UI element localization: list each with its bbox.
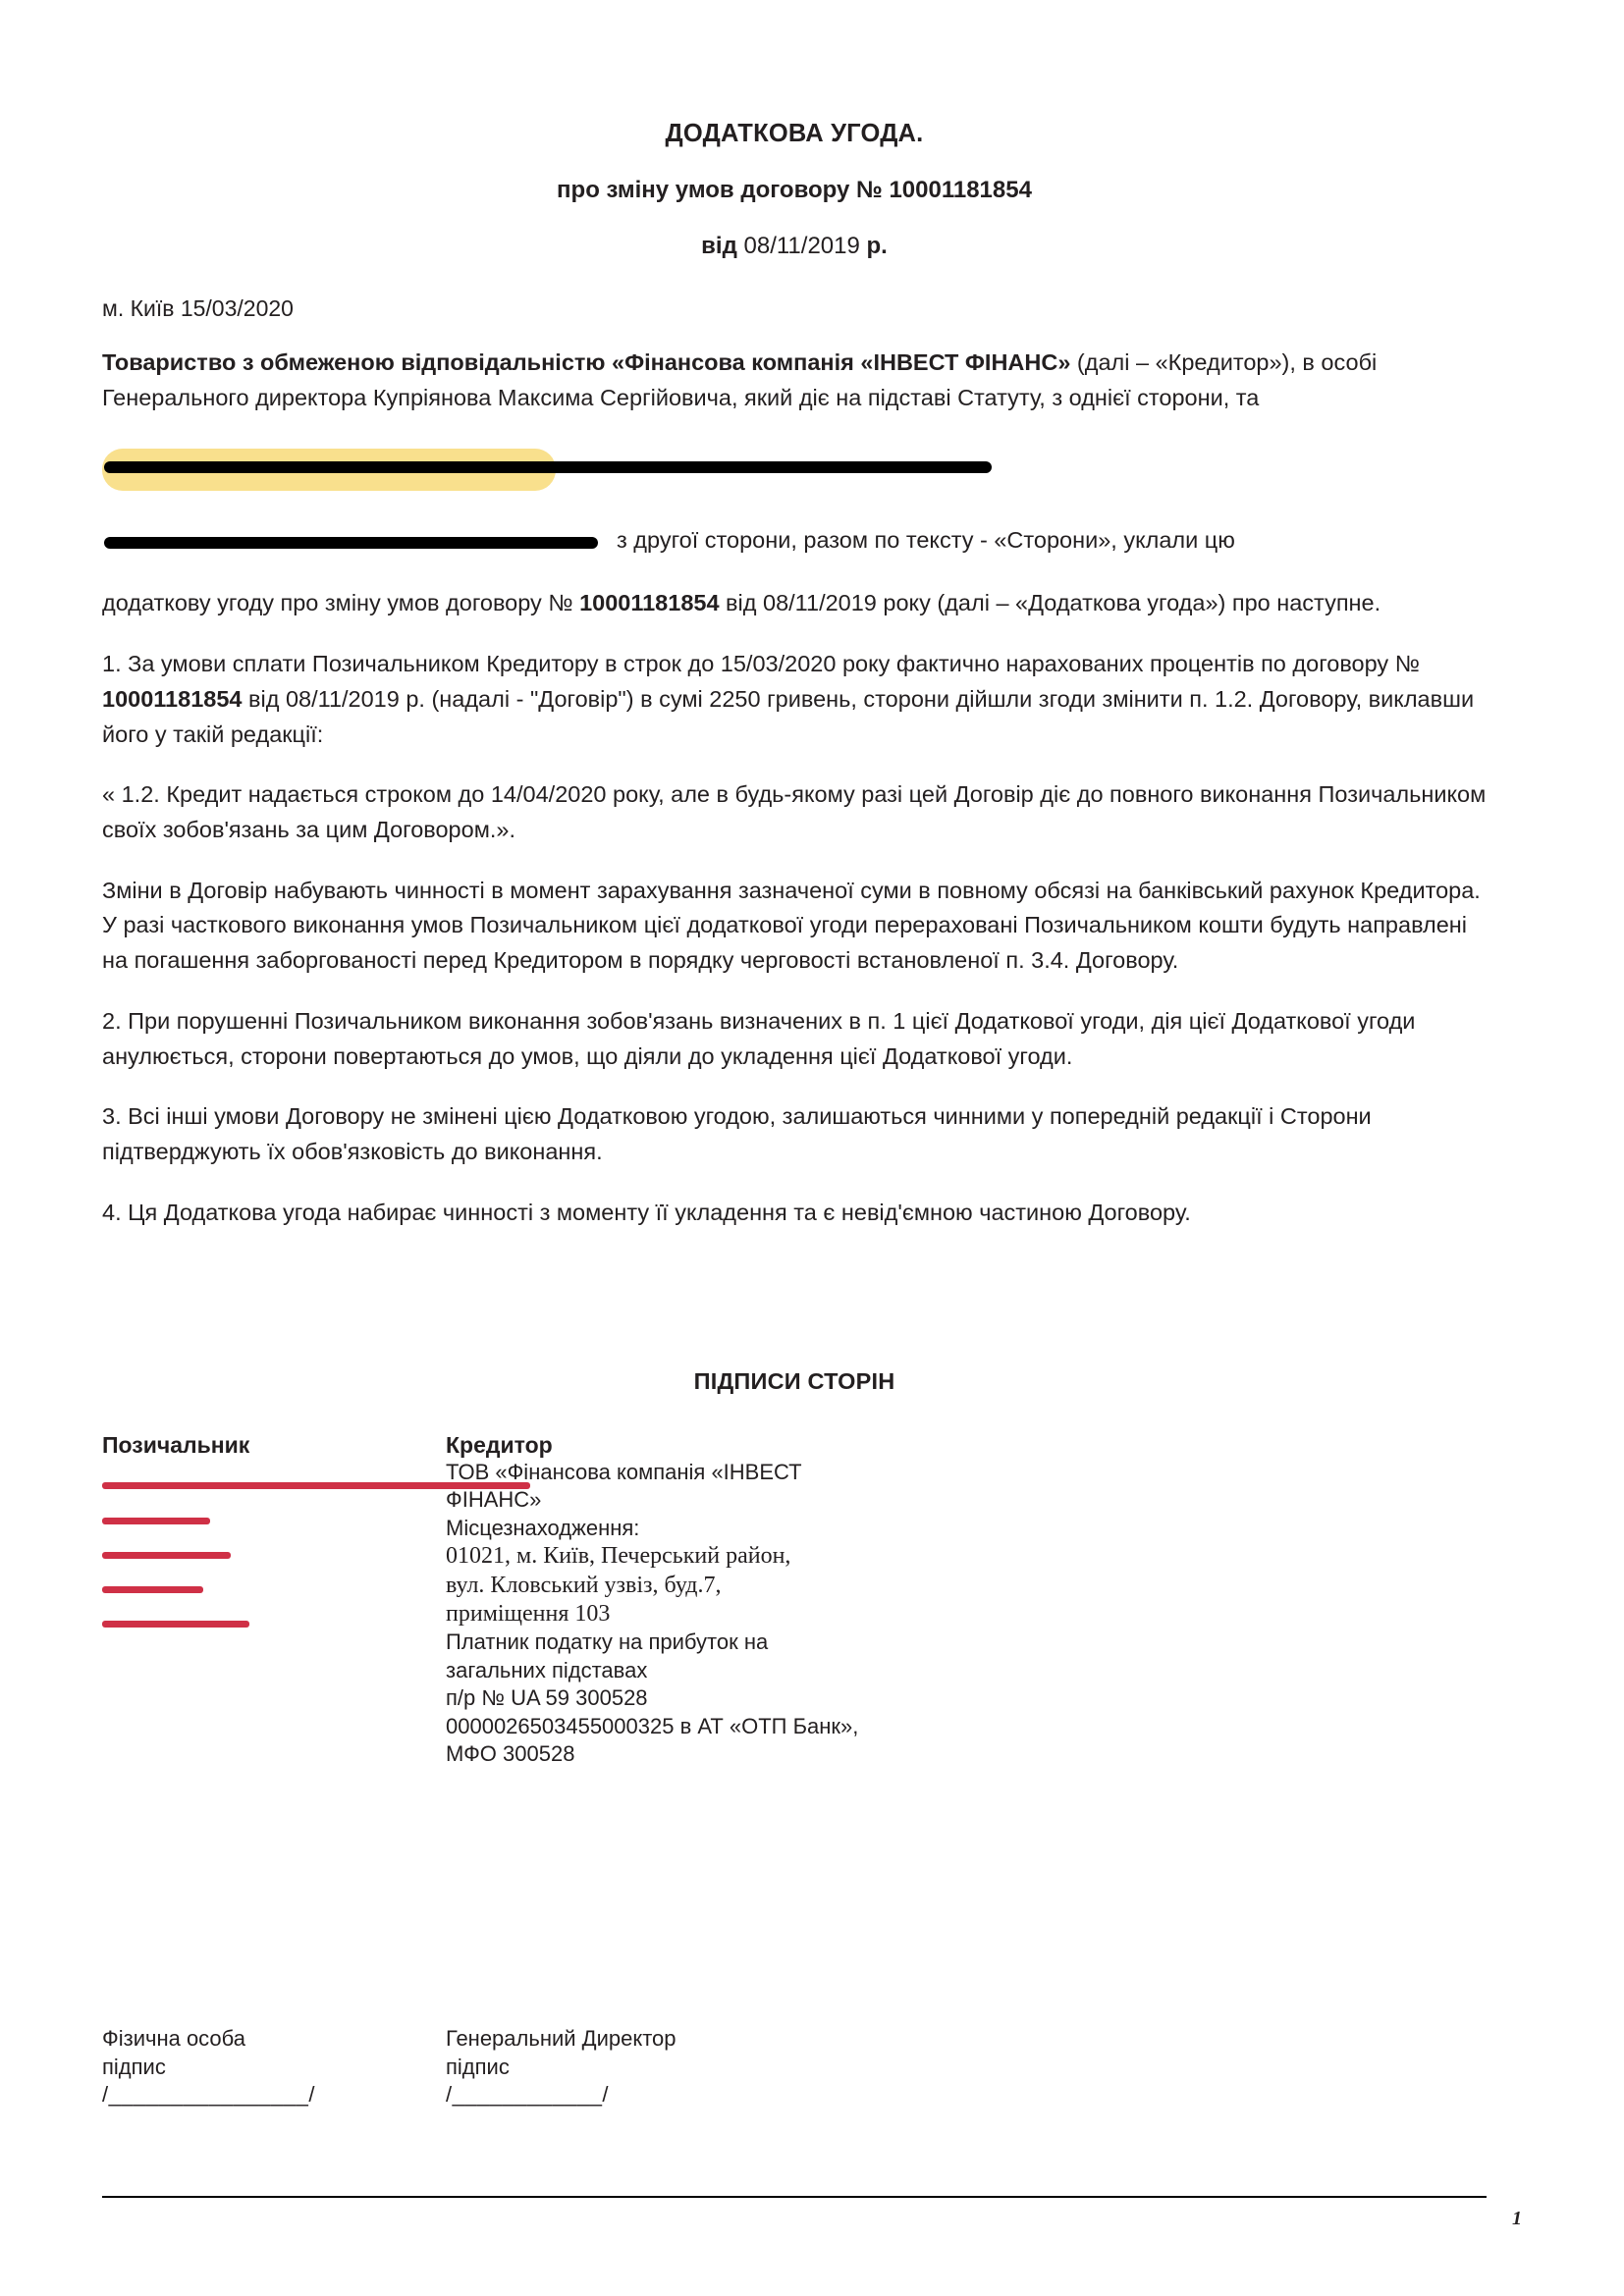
creditor-mfo-line: МФО 300528	[446, 1741, 575, 1767]
creditor-signature-slot[interactable]: /____________/	[446, 2082, 610, 2108]
redaction-bar-black-line-1	[104, 461, 992, 473]
creditor-location-label: Місцезнаходження:	[446, 1515, 640, 1540]
clause-effect: Зміни в Договір набувають чинності в момент зарахування зазначеної суми в повному обсязі на банківський рахунок Кредитора. У разі часткового виконання умов Позичальником цієї додаткової угоди перераховані Позичальником кошти будуть направлені на погашення заборгованості перед Кредитором в порядку черговості встановленої п. 3.4. Договору.	[102, 877, 1481, 974]
document-date-suffix: р.	[866, 233, 888, 259]
redaction-bar-red-2	[102, 1518, 210, 1524]
clause-1-before: 1. За умови сплати Позичальником Кредитору в строк до 15/03/2020 року фактично нарахованих процентів по договору №	[102, 651, 1420, 677]
clause-1	[102, 621, 1487, 752]
creditor-address-line-3: приміщення 103	[446, 1600, 611, 1627]
document-subtitle: про зміну умов договору № 10001181854	[557, 177, 1032, 203]
clause-1-2-quote: « 1.2. Кредит надається строком до 14/04/2020 року, але в будь-якому разі цей Договір діє до повного виконання Позичальником своїх зобов'язань за цим Договором.».	[102, 781, 1487, 843]
intro-continuation-after: від 08/11/2019 року (далі – «Додаткова угода») про наступне.	[719, 590, 1381, 616]
intro-rest: (далі – «Кредитор»), в особі Генерального директора Купріянова Максима Сергійовича, який діє на підставі Статуту, з однієї сторони, та	[102, 349, 1378, 410]
contract-number-inline-2: 10001181854	[102, 685, 243, 712]
borrower-redaction-block	[102, 415, 1487, 525]
borrower-signature-block	[102, 2025, 315, 2109]
redaction-bar-red-5	[102, 1621, 249, 1628]
redaction-bar-red-3	[102, 1552, 231, 1559]
clause-1-after: від 08/11/2019 р. (надалі - "Договір") в сумі 2250 гривень, сторони дійшли згоди змінити п. 1.2. Договору, виклавши його у такій редакції:	[102, 685, 1475, 747]
creditor-heading: Кредитор	[446, 1431, 553, 1458]
clause-2: 2. При порушенні Позичальником виконання зобов'язань визначених в п. 1 цієї Додаткової угоди, дія цієї Додаткової угоди анулюється, сторони повертаються до умов, що діяли до укладення цієї Додаткової угоди.	[102, 1007, 1416, 1069]
creditor-address-line-1: 01021, м. Київ, Печерський район,	[446, 1543, 791, 1570]
signatures-heading: ПІДПИСИ СТОРІН	[693, 1367, 895, 1394]
borrower-role-line: Фізична особа	[102, 2026, 245, 2051]
intro-after-redaction-tail: з другої сторони, разом по тексту - «Сторони», уклали цю	[617, 527, 1235, 554]
clause-4: 4. Ця Додаткова угода набирає чинності з моменту її укладення та є невід'ємною частиною Договору.	[102, 1199, 1191, 1225]
creditor-legal-name: Товариство з обмеженою відповідальністю «Фінансова компанія «ІНВЕСТ ФІНАНС»	[102, 349, 1071, 375]
intro-paragraph	[102, 320, 1487, 415]
creditor-name-line-1: ТОВ «Фінансова компанія «ІНВЕСТ	[446, 1459, 802, 1484]
creditor-account-line-1: п/р № UA 59 300528	[446, 1685, 648, 1711]
clause-3: 3. Всі інші умови Договору не змінені цією Додатковою угодою, залишаються чинними у попередній редакції і Сторони підтверджують їх обов'язковість до виконання.	[102, 1103, 1372, 1165]
place-and-date: м. Київ 15/03/2020	[102, 295, 294, 321]
creditor-tax-line-1: Платник податку на прибуток на	[446, 1629, 769, 1655]
document-date-line	[102, 204, 1487, 260]
borrower-signature-slot[interactable]: /________________/	[102, 2082, 315, 2108]
creditor-signature-label: підпис	[446, 2054, 510, 2079]
footer-divider	[102, 2196, 1487, 2198]
document-date-value: 08/11/2019	[736, 233, 867, 259]
borrower-signature-label: підпис	[102, 2054, 166, 2079]
intro-continuation-before: додаткову угоду про зміну умов договору №	[102, 590, 580, 616]
creditor-tax-line-2: загальних підставах	[446, 1657, 648, 1682]
document-body	[102, 0, 1487, 1846]
creditor-column	[446, 1431, 996, 1770]
borrower-heading: Позичальник	[102, 1431, 250, 1458]
borrower-redaction-line-2	[102, 525, 1487, 564]
creditor-name-line-2: ФІНАНС»	[446, 1487, 542, 1513]
redaction-bar-black-line-2	[104, 537, 598, 549]
page-title: ДОДАТКОВА УГОДА.	[665, 120, 924, 147]
borrower-redacted-details	[102, 1474, 446, 1622]
creditor-role-line: Генеральний Директор	[446, 2026, 677, 2051]
borrower-column	[102, 1431, 446, 1622]
creditor-signature-block	[446, 2025, 677, 2109]
creditor-address-line-2: вул. Кловський узвіз, буд.7,	[446, 1572, 722, 1598]
creditor-account-line-2: 0000026503455000325 в АТ «ОТП Банк»,	[446, 1713, 859, 1738]
intro-continuation	[102, 564, 1487, 621]
contract-number-inline-1: 10001181854	[579, 590, 720, 616]
signatures-columns	[102, 1431, 1487, 1846]
document-date-prefix: від	[701, 233, 737, 259]
redaction-bar-red-4	[102, 1586, 203, 1593]
page-number: 1	[1512, 2208, 1522, 2229]
